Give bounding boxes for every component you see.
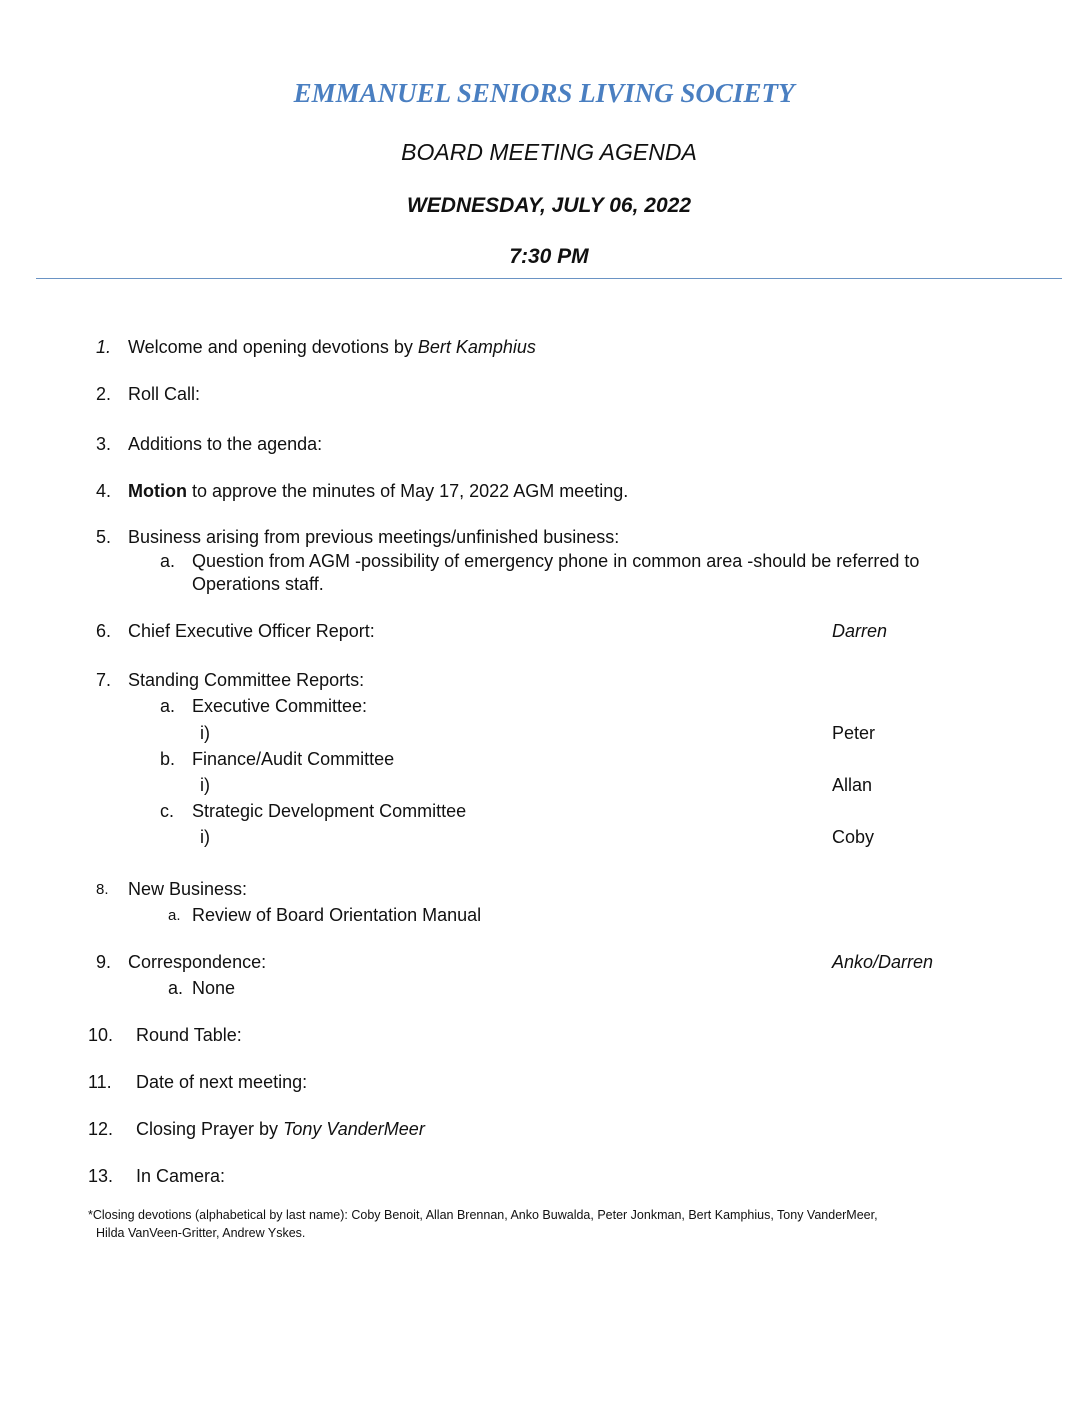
agenda-item-10: Round Table: [136, 1025, 242, 1045]
agenda-item-12-person: Tony VanderMeer [283, 1119, 425, 1139]
item-number-2: 2. [96, 384, 112, 404]
item-number-7: 7. [96, 670, 112, 690]
item-7-sub-c-text: Strategic Development Committee [192, 801, 467, 821]
item-8-sub-a-text: Review of Board Orientation Manual [192, 905, 482, 925]
agenda-item-2: Roll Call: [128, 384, 201, 404]
agenda-item-5: Business arising from previous meetings/unfinished business: [128, 527, 620, 547]
item-7-sub-b-text: Finance/Audit Committee [192, 749, 395, 769]
agenda-item-1 [128, 337, 536, 358]
item-9-sub-a-letter: a. [168, 978, 184, 998]
motion-label: Motion [128, 481, 187, 501]
item-7-sub-a-presenter: Peter [832, 723, 876, 743]
item-6-presenter: Darren [832, 621, 888, 641]
organization-name: EMMANUEL SENIORS LIVING SOCIETY [293, 78, 795, 108]
agenda-item-6: Chief Executive Officer Report: [128, 621, 375, 641]
item-7-sub-c-presenter: Coby [832, 827, 875, 847]
agenda-item-3: Additions to the agenda: [128, 434, 323, 454]
item-number-4: 4. [96, 481, 112, 501]
agenda-item-1-person: Bert Kamphius [417, 337, 536, 357]
item-7-sub-a-i: i) [200, 723, 210, 743]
item-number-6: 6. [96, 621, 112, 641]
item-7-sub-b-letter: b. [160, 749, 176, 769]
agenda-item-1-text: Welcome and opening devotions by [128, 337, 418, 357]
item-number-8: 8. [96, 881, 109, 898]
item-number-5: 5. [96, 527, 112, 547]
footnote-line-2: Hilda VanVeen-Gritter, Andrew Yskes. [96, 1226, 306, 1240]
meeting-time: 7:30 PM [509, 245, 589, 268]
item-9-presenter: Anko/Darren [832, 952, 934, 972]
item-7-sub-c-letter: c. [160, 801, 175, 821]
item-5-sub-a-line2: Operations staff. [192, 574, 324, 594]
agenda-item-12 [136, 1119, 425, 1140]
item-5-sub-a-letter: a. [160, 551, 176, 571]
item-number-3: 3. [96, 434, 112, 454]
agenda-item-4-text: to approve the minutes of May 17, 2022 AGM meeting. [186, 481, 629, 501]
item-7-sub-b-presenter: Allan [832, 775, 873, 795]
item-9-sub-a-text: None [192, 978, 236, 998]
footnote-line-1: *Closing devotions (alphabetical by last name): Coby Benoit, Allan Brennan, Anko Buwalda, Peter Jonkman, Bert Kamphius, Tony VanderMeer, [88, 1208, 878, 1222]
agenda-item-12-text: Closing Prayer by [136, 1119, 284, 1139]
item-5-sub-a-line1: Question from AGM -possibility of emergency phone in common area -should be referred to [192, 551, 920, 571]
item-number-11: 11. [88, 1072, 112, 1092]
item-number-13: 13. [88, 1166, 114, 1186]
page-title: BOARD MEETING AGENDA [401, 139, 697, 165]
meeting-date: WEDNESDAY, JULY 06, 2022 [406, 194, 691, 217]
agenda-item-9: Correspondence: [128, 952, 267, 972]
item-7-sub-c-i: i) [200, 827, 210, 847]
item-8-sub-a-letter: a. [168, 907, 181, 924]
agenda-item-8: New Business: [128, 879, 248, 899]
item-number-1: 1. [96, 337, 112, 357]
item-7-sub-b-i: i) [200, 775, 210, 795]
agenda-item-13: In Camera: [136, 1166, 226, 1186]
item-number-10: 10. [88, 1025, 114, 1045]
header-divider [36, 278, 1062, 279]
item-7-sub-a-letter: a. [160, 696, 176, 716]
agenda-item-4 [128, 481, 628, 502]
item-7-sub-a-text: Executive Committee: [192, 696, 368, 716]
item-number-12: 12. [88, 1119, 114, 1139]
agenda-item-7: Standing Committee Reports: [128, 670, 365, 690]
item-number-9: 9. [96, 952, 112, 972]
agenda-item-11: Date of next meeting: [136, 1072, 308, 1092]
footnote [88, 1206, 1028, 1242]
